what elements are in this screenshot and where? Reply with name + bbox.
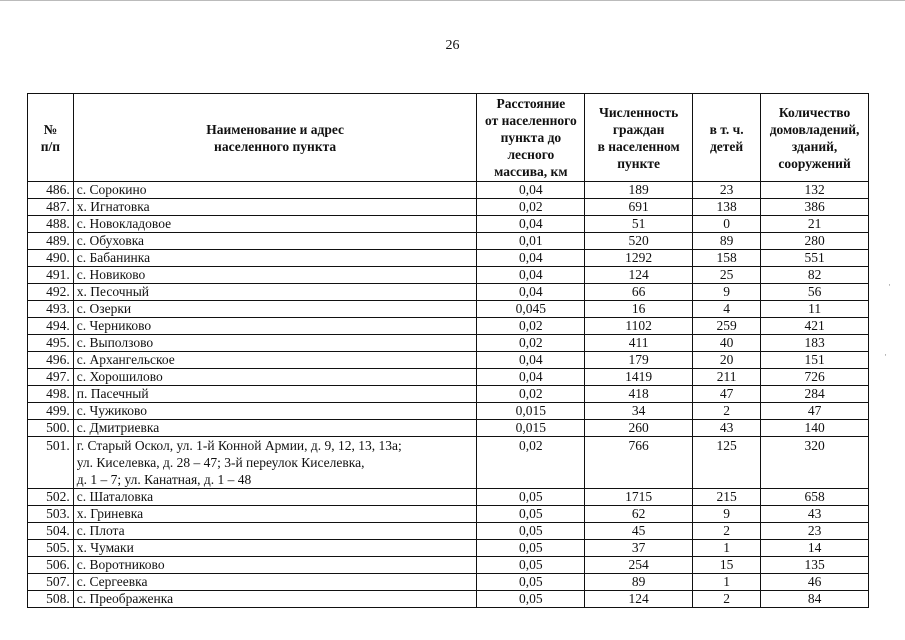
cell-children: 0: [693, 216, 761, 233]
cell-children: 15: [693, 557, 761, 574]
cell-population: 51: [585, 216, 693, 233]
table-header-row: [28, 94, 869, 182]
cell-name-line: с. Бабанинка: [76, 250, 151, 265]
cell-name: [73, 182, 477, 199]
table-row: [28, 301, 869, 318]
cell-num: 493.: [28, 301, 74, 318]
table-row: [28, 506, 869, 523]
cell-distance: 0,05: [477, 591, 585, 608]
cell-distance: 0,02: [477, 199, 585, 216]
cell-buildings: 47: [761, 403, 869, 420]
cell-name-line: г. Старый Оскол, ул. 1-й Конной Армии, д. 9, 12, 13, 13а;: [76, 438, 402, 453]
cell-distance: 0,04: [477, 284, 585, 301]
header-buildings-line: Количество: [778, 104, 851, 120]
scan-speck: ·: [884, 350, 887, 360]
cell-name-line: с. Обуховка: [76, 233, 145, 248]
cell-distance: 0,05: [477, 489, 585, 506]
cell-name-line: с. Чужиково: [76, 403, 148, 418]
cell-population: 62: [585, 506, 693, 523]
cell-buildings: 84: [761, 591, 869, 608]
cell-name-line: с. Шаталовка: [76, 489, 154, 504]
cell-buildings: 14: [761, 540, 869, 557]
cell-buildings: 11: [761, 301, 869, 318]
cell-children: 211: [693, 369, 761, 386]
header-buildings-line: домовладений,: [769, 121, 860, 137]
table-row: [28, 369, 869, 386]
header-population-line: граждан: [612, 121, 665, 137]
cell-population: 37: [585, 540, 693, 557]
cell-name-line: с. Воротниково: [76, 557, 165, 572]
table-row: [28, 182, 869, 199]
cell-distance: 0,04: [477, 267, 585, 284]
cell-name: [73, 318, 477, 335]
cell-num: 502.: [28, 489, 74, 506]
table-row: [28, 318, 869, 335]
cell-name-line: с. Сорокино: [76, 182, 147, 197]
cell-distance: 0,02: [477, 318, 585, 335]
cell-buildings: 82: [761, 267, 869, 284]
header-num-line: №: [43, 121, 58, 137]
table-row: [28, 574, 869, 591]
cell-name: [73, 301, 477, 318]
cell-buildings: 21: [761, 216, 869, 233]
cell-name-line: с. Дмитриевка: [76, 420, 160, 435]
cell-children: 25: [693, 267, 761, 284]
cell-name-line: с. Новокладовое: [76, 216, 172, 231]
header-name: [73, 94, 477, 182]
header-name-line: Наименование и адрес: [206, 121, 344, 137]
cell-population: 89: [585, 574, 693, 591]
cell-population: 66: [585, 284, 693, 301]
cell-name-line: х. Гриневка: [76, 506, 144, 521]
cell-name-line: с. Архангельское: [76, 352, 175, 367]
cell-population: 124: [585, 267, 693, 284]
cell-buildings: 726: [761, 369, 869, 386]
cell-buildings: 551: [761, 250, 869, 267]
cell-population: 179: [585, 352, 693, 369]
cell-num: 490.: [28, 250, 74, 267]
cell-num: 495.: [28, 335, 74, 352]
cell-name-line: с. Хорошилово: [76, 369, 163, 384]
cell-children: 2: [693, 591, 761, 608]
cell-name: [73, 386, 477, 403]
cell-name: [73, 250, 477, 267]
cell-children: 215: [693, 489, 761, 506]
cell-num: 503.: [28, 506, 74, 523]
header-name-line: населенного пункта: [214, 138, 337, 154]
cell-name: [73, 540, 477, 557]
cell-buildings: 658: [761, 489, 869, 506]
cell-num: 500.: [28, 420, 74, 437]
cell-population: 34: [585, 403, 693, 420]
table-row: [28, 557, 869, 574]
cell-children: 2: [693, 523, 761, 540]
cell-population: 45: [585, 523, 693, 540]
cell-distance: 0,04: [477, 250, 585, 267]
cell-name: [73, 403, 477, 420]
cell-num: 487.: [28, 199, 74, 216]
cell-distance: 0,02: [477, 386, 585, 403]
table-row: [28, 591, 869, 608]
cell-population: 1102: [585, 318, 693, 335]
cell-children: 47: [693, 386, 761, 403]
cell-name: [73, 335, 477, 352]
cell-name: [73, 557, 477, 574]
table-row: [28, 403, 869, 420]
cell-children: 89: [693, 233, 761, 250]
cell-num: 505.: [28, 540, 74, 557]
cell-name: [73, 267, 477, 284]
header-buildings-line: зданий,: [791, 138, 838, 154]
table-row: [28, 523, 869, 540]
cell-buildings: 23: [761, 523, 869, 540]
cell-population: 1292: [585, 250, 693, 267]
cell-name-line: с. Плота: [76, 523, 125, 538]
cell-name: [73, 369, 477, 386]
settlements-table: [27, 93, 869, 608]
cell-children: 125: [693, 437, 761, 489]
cell-children: 158: [693, 250, 761, 267]
table-row: [28, 267, 869, 284]
cell-population: 260: [585, 420, 693, 437]
cell-distance: 0,04: [477, 182, 585, 199]
header-buildings: [761, 94, 869, 182]
cell-num: 488.: [28, 216, 74, 233]
cell-name: [73, 352, 477, 369]
cell-distance: 0,05: [477, 523, 585, 540]
table-row: [28, 420, 869, 437]
cell-name: [73, 233, 477, 250]
scan-speck: ·: [888, 280, 891, 290]
cell-buildings: 132: [761, 182, 869, 199]
cell-num: 496.: [28, 352, 74, 369]
cell-distance: 0,02: [477, 335, 585, 352]
cell-num: 508.: [28, 591, 74, 608]
header-distance-line: массива, км: [494, 164, 568, 179]
cell-num: 497.: [28, 369, 74, 386]
cell-name-line: х. Песочный: [76, 284, 150, 299]
cell-name-line: с. Выползово: [76, 335, 154, 350]
cell-name-line: с. Сергеевка: [76, 574, 148, 589]
cell-buildings: 320: [761, 437, 869, 489]
cell-name: [73, 523, 477, 540]
cell-children: 2: [693, 403, 761, 420]
cell-buildings: 284: [761, 386, 869, 403]
table-row: [28, 233, 869, 250]
cell-population: 418: [585, 386, 693, 403]
header-distance-line: пункта до лесного: [500, 130, 562, 162]
cell-children: 259: [693, 318, 761, 335]
header-children: [693, 94, 761, 182]
cell-children: 4: [693, 301, 761, 318]
cell-population: 411: [585, 335, 693, 352]
cell-num: 491.: [28, 267, 74, 284]
cell-children: 43: [693, 420, 761, 437]
cell-name: [73, 216, 477, 233]
table-row: [28, 199, 869, 216]
cell-name-line: с. Озерки: [76, 301, 132, 316]
cell-name: [73, 420, 477, 437]
header-buildings-line: сооружений: [778, 155, 851, 171]
table-body: [28, 182, 869, 608]
cell-buildings: 151: [761, 352, 869, 369]
header-distance: [477, 94, 585, 182]
cell-name: [73, 489, 477, 506]
cell-distance: 0,045: [477, 301, 585, 318]
cell-name: [73, 284, 477, 301]
cell-buildings: 386: [761, 199, 869, 216]
cell-distance: 0,05: [477, 540, 585, 557]
cell-children: 9: [693, 506, 761, 523]
cell-children: 1: [693, 574, 761, 591]
table-row: [28, 284, 869, 301]
cell-num: 504.: [28, 523, 74, 540]
cell-distance: 0,05: [477, 557, 585, 574]
cell-num: 486.: [28, 182, 74, 199]
cell-name-line: ул. Киселевка, д. 28 – 47; 3-й переулок Киселевка,: [76, 455, 365, 470]
header-population-line: пункте: [617, 155, 660, 171]
cell-num: 492.: [28, 284, 74, 301]
cell-distance: 0,05: [477, 506, 585, 523]
cell-buildings: 421: [761, 318, 869, 335]
header-population-line: в населенном: [597, 138, 680, 154]
cell-buildings: 183: [761, 335, 869, 352]
cell-buildings: 135: [761, 557, 869, 574]
cell-name-line: с. Черниково: [76, 318, 152, 333]
cell-name: [73, 591, 477, 608]
cell-distance: 0,04: [477, 369, 585, 386]
table-row: [28, 352, 869, 369]
table-row: [28, 216, 869, 233]
cell-name-line: с. Преображенка: [76, 591, 174, 606]
cell-name-line: с. Новиково: [76, 267, 146, 282]
cell-children: 40: [693, 335, 761, 352]
cell-buildings: 43: [761, 506, 869, 523]
cell-num: 501.: [28, 437, 74, 489]
cell-population: 189: [585, 182, 693, 199]
cell-name: [73, 506, 477, 523]
cell-distance: 0,04: [477, 216, 585, 233]
table-row: [28, 437, 869, 489]
cell-num: 506.: [28, 557, 74, 574]
cell-name: [73, 437, 477, 489]
cell-children: 138: [693, 199, 761, 216]
cell-name-line: х. Игнатовка: [76, 199, 150, 214]
cell-buildings: 46: [761, 574, 869, 591]
cell-population: 520: [585, 233, 693, 250]
header-children-line: в т. ч.: [709, 121, 744, 137]
cell-num: 498.: [28, 386, 74, 403]
table-row: [28, 335, 869, 352]
page-number: 26: [445, 38, 460, 53]
cell-children: 9: [693, 284, 761, 301]
cell-num: 494.: [28, 318, 74, 335]
header-distance-line: Расстояние: [496, 96, 566, 111]
cell-population: 691: [585, 199, 693, 216]
scan-top-edge: [0, 0, 905, 1]
cell-population: 1419: [585, 369, 693, 386]
table-row: [28, 250, 869, 267]
cell-num: 489.: [28, 233, 74, 250]
cell-name-line: д. 1 – 7; ул. Канатная, д. 1 – 48: [76, 472, 252, 487]
header-population-line: Численность: [598, 104, 679, 120]
cell-distance: 0,02: [477, 437, 585, 489]
cell-name-line: п. Пасечный: [76, 386, 149, 401]
header-population: [585, 94, 693, 182]
header-distance-line: от населенного: [485, 113, 577, 128]
cell-distance: 0,04: [477, 352, 585, 369]
cell-buildings: 280: [761, 233, 869, 250]
cell-population: 1715: [585, 489, 693, 506]
header-children-line: детей: [709, 138, 744, 154]
cell-distance: 0,05: [477, 574, 585, 591]
table-row: [28, 540, 869, 557]
cell-name-line: х. Чумаки: [76, 540, 134, 555]
cell-num: 499.: [28, 403, 74, 420]
cell-buildings: 56: [761, 284, 869, 301]
cell-distance: 0,01: [477, 233, 585, 250]
cell-population: 16: [585, 301, 693, 318]
header-num-line: п/п: [40, 138, 61, 154]
cell-num: 507.: [28, 574, 74, 591]
cell-name: [73, 574, 477, 591]
header-num: [28, 94, 74, 182]
cell-buildings: 140: [761, 420, 869, 437]
table-row: [28, 386, 869, 403]
cell-children: 1: [693, 540, 761, 557]
cell-children: 23: [693, 182, 761, 199]
cell-population: 254: [585, 557, 693, 574]
cell-population: 124: [585, 591, 693, 608]
table-row: [28, 489, 869, 506]
cell-name: [73, 199, 477, 216]
cell-population: 766: [585, 437, 693, 489]
cell-distance: 0,015: [477, 403, 585, 420]
cell-children: 20: [693, 352, 761, 369]
cell-distance: 0,015: [477, 420, 585, 437]
